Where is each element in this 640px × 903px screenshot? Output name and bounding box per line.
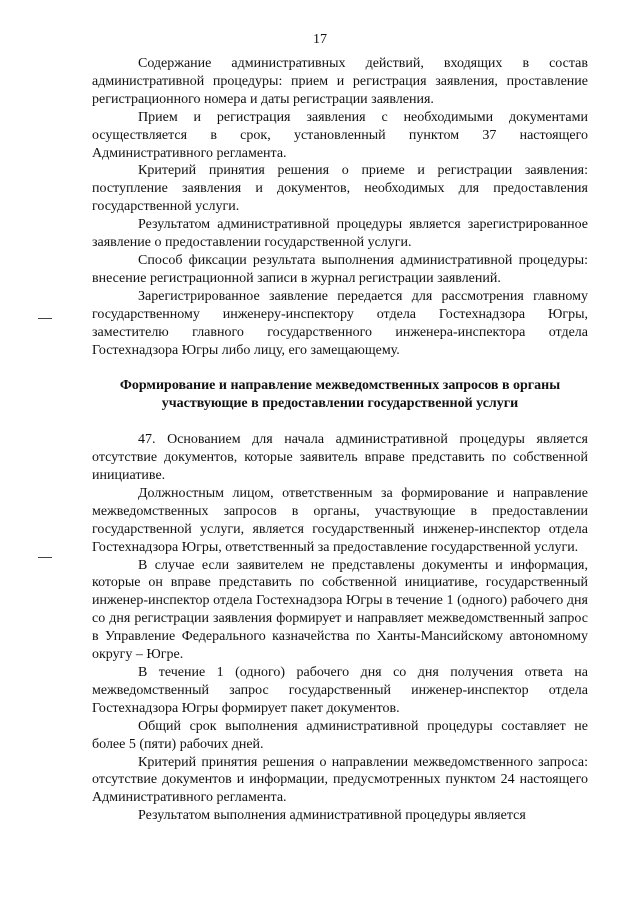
section-heading: Формирование и направление межведомственных запросов в органы участвующие в предоставлении государственной услуги bbox=[119, 378, 561, 412]
margin-mark bbox=[38, 557, 52, 558]
spacer bbox=[92, 359, 588, 377]
paragraph: Содержание административных действий, входящих в состав административной процедуры: прием и регистрация заявления, проставление регистрационного номера и даты регистрации заявления. bbox=[92, 56, 588, 107]
paragraph: Должностным лицом, ответственным за формирование и направление межведомственных запросов в органы, участвующие в предоставлении государственной услуги, является государственный инженер-инспектор отдела Гостехнадзора Югры, ответственный за предоставление государственной услуги. bbox=[92, 485, 588, 555]
paragraph: Результатом выполнения административной процедуры является bbox=[138, 808, 526, 824]
paragraph: Критерий принятия решения о направлении межведомственного запроса: отсутствие документов и информации, предусмотренных пунктом 24 настоящего Административного регламента. bbox=[92, 754, 588, 806]
margin-mark bbox=[38, 318, 52, 319]
paragraph: Критерий принятия решения о приеме и регистрации заявления: поступление заявления и документов, необходимых для предоставления государственной услуги. bbox=[92, 163, 588, 215]
paragraph: 47. Основанием для начала административной процедуры является отсутствие документов, которые заявитель вправе представить по собственной инициативе. bbox=[92, 432, 588, 484]
paragraph: Результатом административной процедуры является зарегистрированное заявление о предоставлении государственной услуги. bbox=[92, 217, 588, 251]
paragraph: Способ фиксации результата выполнения административной процедуры: внесение регистрационной записи в журнал регистрации заявлений. bbox=[92, 252, 588, 286]
document-body bbox=[92, 55, 588, 825]
paragraph: В случае если заявителем не представлены документы и информация, которые он вправе представить по собственной инициативе, государственный инженер-инспектор отдела Гостехнадзора Югры в течение 1 (одного) рабочего дня со дня регистрации заявления формирует и направляет межведомственный запрос в Управление Федерального казначейства по Ханты-Мансийскому автономному округу – Югре. bbox=[92, 557, 588, 663]
paragraph: Зарегистрированное заявление передается для рассмотрения главному государственному инженеру-инспектору отдела Гостехнадзора Югры, заместителю главного государственного инженера-инспектора отдела Гостехнадзора Югры либо лицу, его замещающему. bbox=[92, 288, 588, 358]
paragraph: Общий срок выполнения административной процедуры составляет не более 5 (пяти) рабочих дней. bbox=[92, 718, 588, 752]
paragraph: Прием и регистрация заявления с необходимыми документами осуществляется в срок, установленный пунктом 37 настоящего Административного регламента. bbox=[92, 109, 588, 161]
spacer bbox=[92, 413, 588, 431]
paragraph: В течение 1 (одного) рабочего дня со дня получения ответа на межведомственный запрос государственный инженер-инспектор отдела Гостехнадзора Югры формирует пакет документов. bbox=[92, 665, 588, 716]
page-number: 17 bbox=[313, 32, 327, 47]
